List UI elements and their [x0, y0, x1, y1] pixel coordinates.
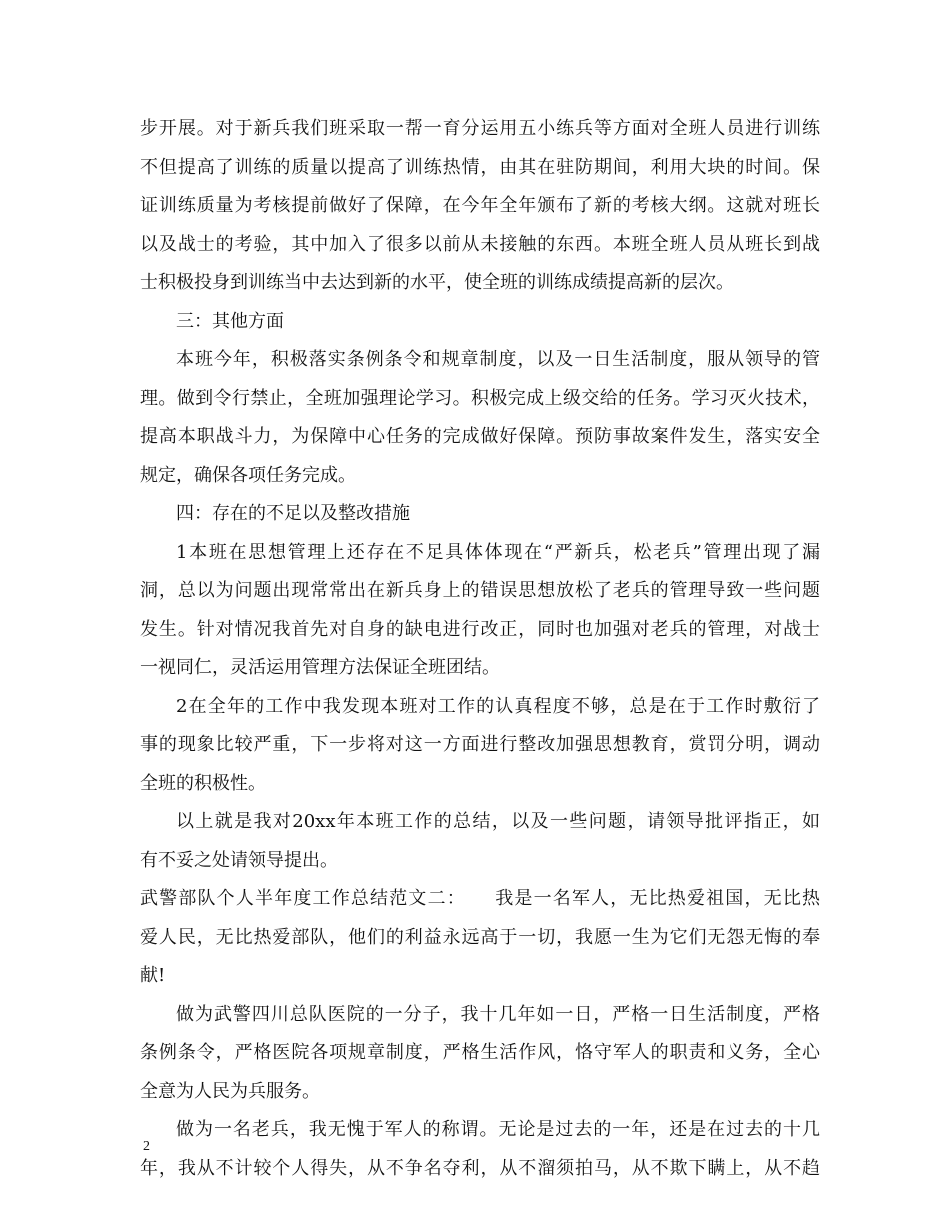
body-line: 以上就是我对20xx年本班工作的总结，以及一些问题，请领导批评指正，如 [176, 811, 820, 832]
body-line: 发生。针对情况我首先对自身的缺电进行改正，同时也加强对老兵的管理，对战士 [140, 618, 820, 640]
body-line: 一视同仁，灵活运用管理方法保证全班团结。 [140, 657, 500, 678]
body-line: 有不妥之处请领导提出。 [140, 849, 338, 871]
body-line: 爱人民，无比热爱部队，他们的利益永远高于一切，我愿一生为它们无怨无悔的奉 [140, 926, 820, 948]
body-line: 理。做到令行禁止，全班加强理论学习。积极完成上级交给的任务。学习灭火技术， [140, 387, 820, 409]
body-line: 做为一名老兵，我无愧于军人的称谓。无论是过去的一年，还是在过去的十几 [176, 1119, 820, 1140]
body-line: 步开展。对于新兵我们班采取一帮一育分运用五小练兵等方面对全班人员进行训练 [140, 118, 820, 139]
section-heading: 四：存在的不足以及整改措施 [176, 503, 410, 524]
body-line: 献! [140, 965, 166, 986]
body-line: 以及战士的考验，其中加入了很多以前从未接触的东西。本班全班人员从班长到战 [140, 233, 820, 255]
body-line: 洞，总以为问题出现常常出在新兵身上的错误思想放松了老兵的管理导致一些问题 [140, 580, 820, 601]
body-line: 不但提高了训练的质量以提高了训练热情，由其在驻防期间，利用大块的时间。保 [140, 156, 820, 178]
body-line: 2在全年的工作中我发现本班对工作的认真程度不够，总是在于工作时敷衍了 [176, 695, 820, 717]
body-line: 全意为人民为兵服务。 [140, 1080, 320, 1102]
body-line: 条例条令，严格医院各项规章制度，严格生活作风，恪守军人的职责和义务，全心 [140, 1042, 820, 1063]
body-line: 全班的积极性。 [140, 772, 266, 794]
document-body [140, 110, 820, 1188]
body-line: 年，我从不计较个人得失，从不争名夺利，从不溜须拍马，从不欺下瞒上，从不趋 [140, 1157, 820, 1179]
body-line: 士积极投身到训练当中去达到新的水平，使全班的训练成绩提高新的层次。 [140, 272, 734, 293]
body-line: 提高本职战斗力，为保障中心任务的完成做好保障。预防事故案件发生，落实安全 [140, 426, 820, 447]
body-line: 做为武警四川总队医院的一分子，我十几年如一日，严格一日生活制度，严格 [176, 1003, 820, 1025]
body-line: 事的现象比较严重，下一步将对这一方面进行整改加强思想教育，赏罚分明，调动 [140, 734, 820, 755]
page-number: 2 [143, 1139, 150, 1154]
section-heading: 三：其他方面 [176, 310, 284, 332]
body-line: 本班今年，积极落实条例条令和规章制度，以及一日生活制度，服从领导的管 [176, 349, 820, 370]
section-title-line: 武警部队个人半年度工作总结范文二： 我是一名军人，无比热爱祖国，无比热 [140, 888, 820, 909]
body-line: 规定，确保各项任务完成。 [140, 464, 356, 486]
body-line: 证训练质量为考核提前做好了保障，在今年全年颁布了新的考核大纲。这就对班长 [140, 195, 820, 216]
body-line: 1本班在思想管理上还存在不足具体体现在“严新兵，松老兵”管理出现了漏 [176, 541, 820, 563]
